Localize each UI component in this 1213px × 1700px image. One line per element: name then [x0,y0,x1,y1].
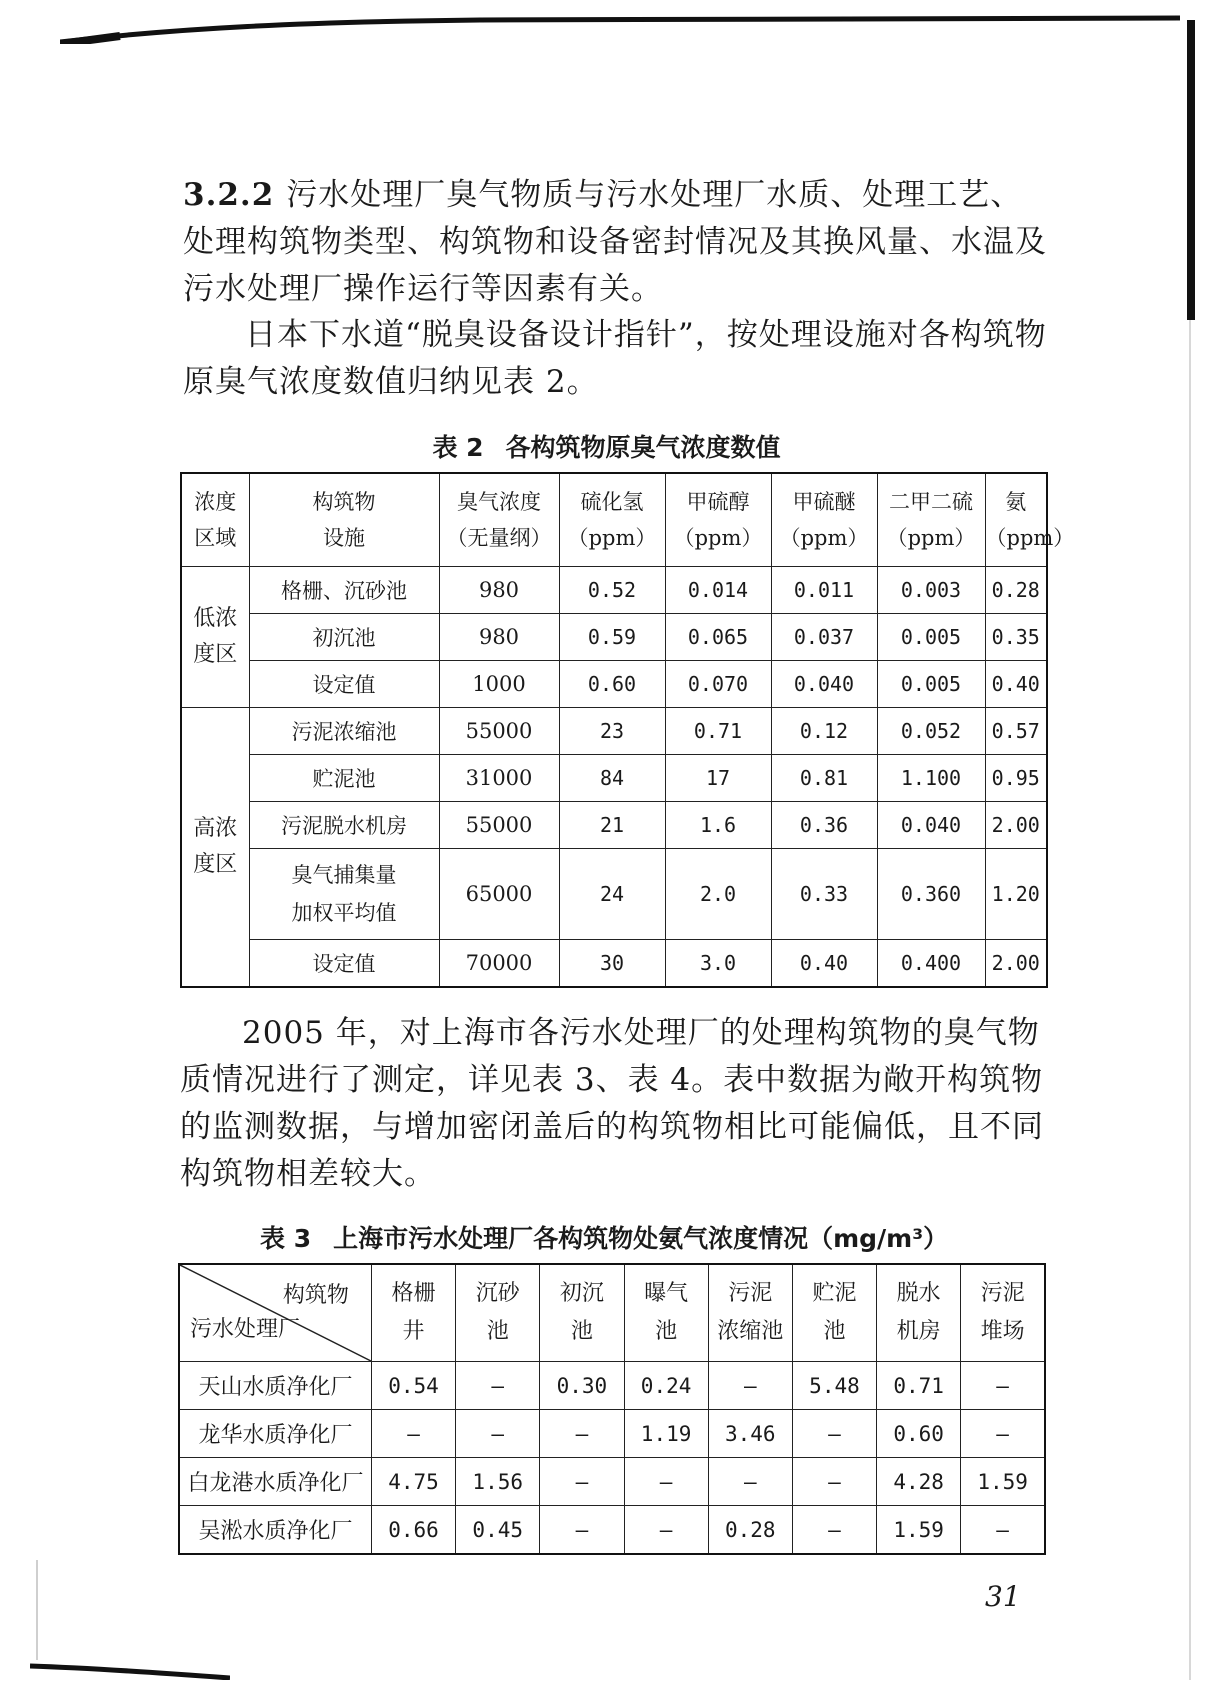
table3-header-row [179,1264,1045,1362]
paragraph-shanghai-survey: 2005 年，对上海市各污水处理厂的处理构筑物的臭气物质情况进行了测定，详见表 3、表 4。表中数据为敞开构筑物的监测数据，与增加密闭盖后的构筑物相比可能偏低，且不同构筑物相差较大。 [180,1015,1044,1192]
table2-row [181,849,1047,940]
value-cell: 0.037 [771,614,877,661]
table2-row [181,755,1047,802]
value-cell: 84 [559,755,665,802]
zone-low: 低浓 度区 [181,567,249,708]
value-cell: 2.00 [985,940,1047,988]
plant-name: 龙华水质净化厂 [179,1410,371,1458]
value-cell: 3.46 [708,1410,792,1458]
value-cell: 0.52 [559,567,665,614]
value-cell: 21 [559,802,665,849]
plant-name: 天山水质净化厂 [179,1362,371,1410]
table2-row [181,567,1047,614]
value-cell: 24 [559,849,665,940]
value-cell: 1.59 [877,1506,961,1555]
table3-caption [260,1219,948,1255]
value-cell: — [792,1506,876,1555]
paragraph-table2-ref: 日本下水道“脱臭设备设计指针”，按处理设施对各构筑物原臭气浓度数值归纳见表 2。 [183,317,1047,400]
table2-row [181,661,1047,708]
table2-caption [0,428,1213,464]
facility-name: 设定值 [249,661,439,708]
value-cell: 0.60 [559,661,665,708]
table3-column-header: 污泥 浓缩池 [708,1264,792,1362]
value-cell: — [792,1458,876,1506]
value-cell: 0.005 [877,661,985,708]
value-cell: — [961,1506,1045,1555]
value-cell: 0.011 [771,567,877,614]
value-cell: 0.57 [985,708,1047,755]
table3-row [179,1506,1045,1555]
table3-ammonia-concentration [178,1263,1046,1555]
value-cell: — [540,1506,624,1555]
value-cell: — [624,1458,708,1506]
value-cell: — [624,1506,708,1555]
table2-title: 各构筑物原臭气浓度数值 [505,433,781,462]
value-cell: 1.6 [665,802,771,849]
value-cell: 23 [559,708,665,755]
scan-edge-top [60,14,1180,44]
value-cell: 0.28 [708,1506,792,1555]
value-cell: 0.040 [771,661,877,708]
corner-bottom-label: 污水处理厂 [190,1317,301,1342]
value-cell: 0.40 [771,940,877,988]
value-cell: 0.40 [985,661,1047,708]
value-cell: 980 [439,614,559,661]
header-h2s: 硫化氢 （ppm） [559,473,665,567]
table3-column-header: 贮泥 池 [792,1264,876,1362]
value-cell: 1.56 [456,1458,540,1506]
value-cell: 2.0 [665,849,771,940]
table2-label: 表 2 [432,433,484,462]
scan-edge-right [1187,20,1195,320]
table3-row [179,1458,1045,1506]
value-cell: 0.12 [771,708,877,755]
table3-label: 表 3 [260,1224,312,1253]
value-cell: 0.59 [559,614,665,661]
plant-name: 吴淞水质净化厂 [179,1506,371,1555]
value-cell: 0.003 [877,567,985,614]
header-facility: 构筑物 设施 [249,473,439,567]
value-cell: 0.81 [771,755,877,802]
value-cell: 0.66 [371,1506,455,1555]
value-cell: 4.75 [371,1458,455,1506]
table2-row [181,614,1047,661]
value-cell: — [961,1410,1045,1458]
value-cell: 1.100 [877,755,985,802]
table3-column-header: 沉砂 池 [456,1264,540,1362]
paragraph-intro-text: 污水处理厂臭气物质与污水处理厂水质、处理工艺、处理构筑物类型、构筑物和设备密封情况及其换风量、水温及污水处理厂操作运行等因素有关。 [183,177,1047,307]
header-dimethyl-sulfide: 甲硫醚 （ppm） [771,473,877,567]
value-cell: 0.400 [877,940,985,988]
facility-name: 设定值 [249,940,439,988]
page-number: 31 [985,1580,1021,1613]
facility-name: 污泥脱水机房 [249,802,439,849]
table3-column-header: 脱水 机房 [877,1264,961,1362]
value-cell: — [456,1362,540,1410]
scan-edge-bottom [30,1660,230,1680]
facility-name: 污泥浓缩池 [249,708,439,755]
value-cell: 0.33 [771,849,877,940]
scan-edge-left-line [36,1560,38,1660]
value-cell: 2.00 [985,802,1047,849]
paragraph-intro [183,172,1053,313]
table3-column-header: 曝气 池 [624,1264,708,1362]
value-cell: 0.54 [371,1362,455,1410]
value-cell: — [792,1410,876,1458]
value-cell: 0.28 [985,567,1047,614]
value-cell: — [708,1362,792,1410]
value-cell: 0.005 [877,614,985,661]
plant-name: 白龙港水质净化厂 [179,1458,371,1506]
value-cell: 65000 [439,849,559,940]
value-cell: 0.052 [877,708,985,755]
header-methyl-mercaptan: 甲硫醇 （ppm） [665,473,771,567]
value-cell: 5.48 [792,1362,876,1410]
value-cell: — [708,1458,792,1506]
header-ammonia: 氨 （ppm） [985,473,1047,567]
value-cell: 0.065 [665,614,771,661]
value-cell: 31000 [439,755,559,802]
value-cell: 0.24 [624,1362,708,1410]
value-cell: — [961,1362,1045,1410]
value-cell: 4.28 [877,1458,961,1506]
value-cell: — [540,1458,624,1506]
value-cell: 0.60 [877,1410,961,1458]
value-cell: 0.71 [877,1362,961,1410]
value-cell: 0.45 [456,1506,540,1555]
value-cell: 30 [559,940,665,988]
value-cell: — [371,1410,455,1458]
table2-header-row [181,473,1047,567]
facility-name: 臭气捕集量 加权平均值 [249,849,439,940]
table3-row [179,1362,1045,1410]
value-cell: 0.35 [985,614,1047,661]
value-cell: 55000 [439,802,559,849]
value-cell: 1000 [439,661,559,708]
table2-row [181,708,1047,755]
facility-name: 格栅、沉砂池 [249,567,439,614]
value-cell: 1.20 [985,849,1047,940]
value-cell: 0.014 [665,567,771,614]
table2-odor-concentration [180,472,1075,988]
corner-top-label: 构筑物 [282,1283,349,1308]
facility-name: 初沉池 [249,614,439,661]
value-cell: 0.36 [771,802,877,849]
value-cell: 0.070 [665,661,771,708]
table3-column-header: 污泥 堆场 [961,1264,1045,1362]
value-cell: 0.71 [665,708,771,755]
value-cell: 0.040 [877,802,985,849]
value-cell: 0.360 [877,849,985,940]
table3-row [179,1410,1045,1458]
value-cell: — [456,1410,540,1458]
table2-row [181,940,1047,988]
value-cell: 70000 [439,940,559,988]
table3-corner-cell [179,1264,371,1362]
value-cell: 1.19 [624,1410,708,1458]
scan-edge-right-line [1189,320,1191,1680]
header-dimethyl-disulfide: 二甲二硫 （ppm） [877,473,985,567]
table3-title: 上海市污水处理厂各构筑物处氨气浓度情况（mg/m³） [333,1224,949,1253]
value-cell: 0.30 [540,1362,624,1410]
value-cell: 0.95 [985,755,1047,802]
header-odor: 臭气浓度 （无量纲） [439,473,559,567]
value-cell: 3.0 [665,940,771,988]
value-cell: 980 [439,567,559,614]
facility-name: 贮泥池 [249,755,439,802]
table2-row [181,802,1047,849]
table3-column-header: 初沉 池 [540,1264,624,1362]
table3-column-header: 格栅 井 [371,1264,455,1362]
header-zone: 浓度 区域 [181,473,249,567]
value-cell: 17 [665,755,771,802]
value-cell: — [540,1410,624,1458]
zone-high: 高浓 度区 [181,708,249,988]
value-cell: 55000 [439,708,559,755]
value-cell: 1.59 [961,1458,1045,1506]
section-number: 3.2.2 [183,177,275,213]
